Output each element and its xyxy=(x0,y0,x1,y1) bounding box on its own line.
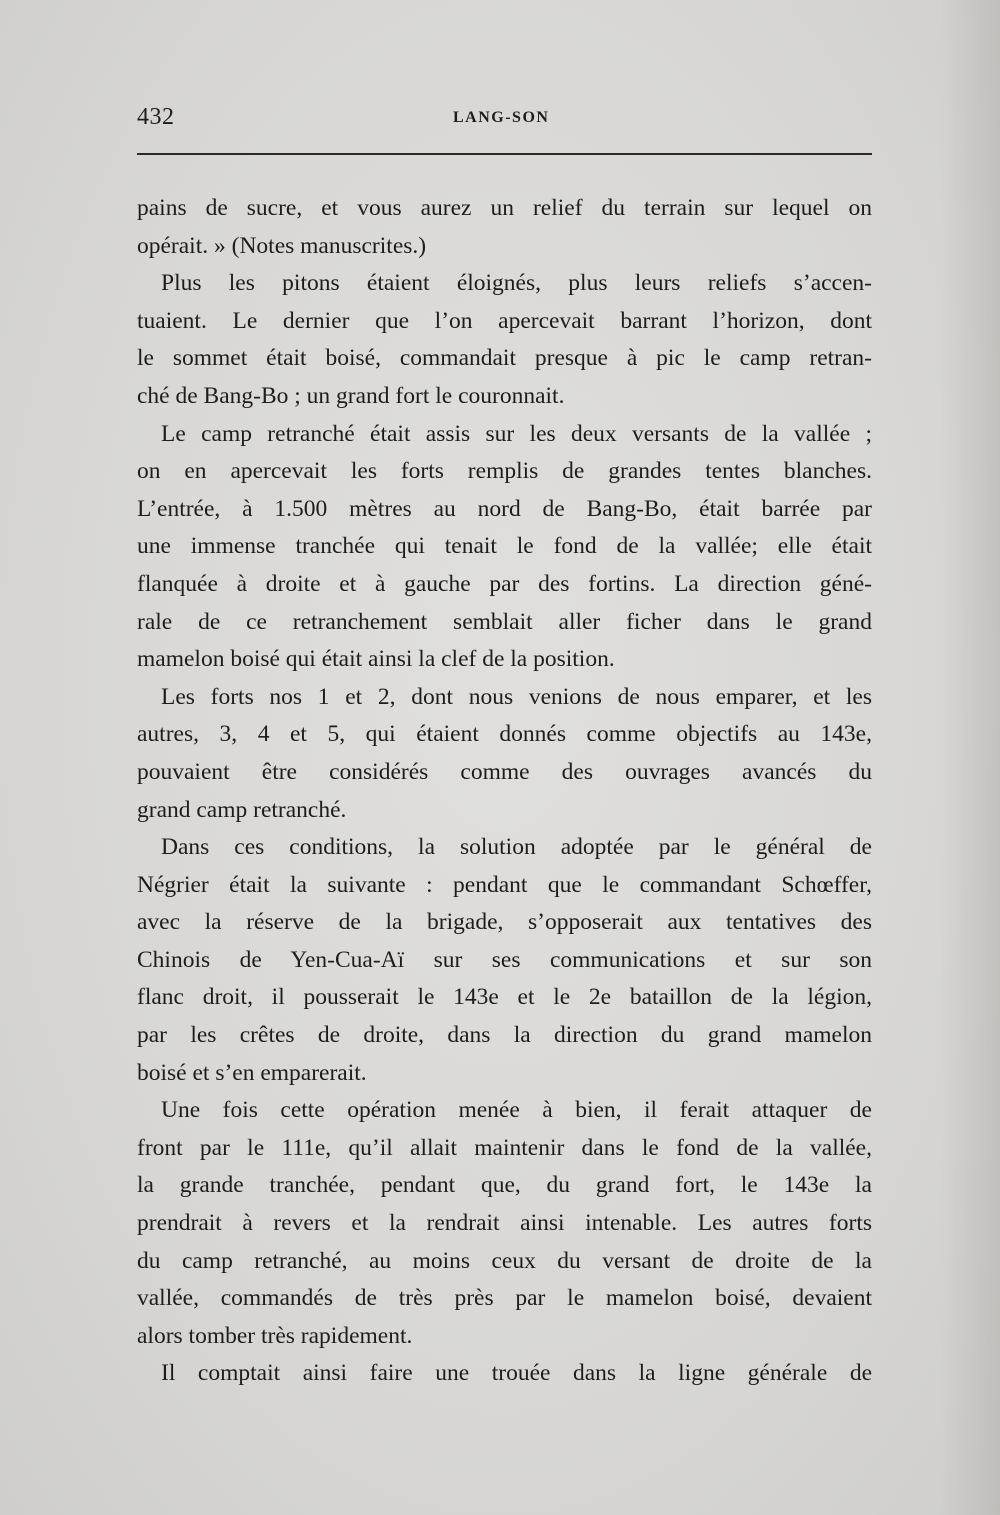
body-text xyxy=(137,190,872,1393)
text-line: Dans ces conditions, la solution adoptée par le général de xyxy=(161,834,872,861)
text-line: Plus les pitons étaient éloignés, plus leurs reliefs s’accen- xyxy=(161,270,872,297)
text-line: par les crêtes de droite, dans la direction du grand mamelon xyxy=(137,1022,872,1049)
text-line: front par le 111e, qu’il allait maintenir dans le fond de la vallée, xyxy=(137,1134,872,1161)
text-line: flanquée à droite et à gauche par des fortins. La direction géné- xyxy=(137,570,872,597)
text-line: prendrait à revers et la rendrait ainsi intenable. Les autres forts xyxy=(137,1210,872,1237)
text-line: du camp retranché, au moins ceux du versant de droite de la xyxy=(137,1247,872,1274)
text-line: une immense tranchée qui tenait le fond de la vallée; elle était xyxy=(137,533,872,560)
text-line: grand camp retranché. xyxy=(137,796,347,823)
text-line: on en apercevait les forts remplis de grandes tentes blanches. xyxy=(137,458,872,485)
text-line: Chinois de Yen-Cua-Aï sur ses communications et sur son xyxy=(137,946,872,973)
text-line: Il comptait ainsi faire une trouée dans la ligne générale de xyxy=(161,1360,872,1387)
text-line: avec la réserve de la brigade, s’opposerait aux tentatives des xyxy=(137,909,872,936)
page-number: 432 xyxy=(137,104,175,130)
text-line: alors tomber très rapidement. xyxy=(137,1322,413,1349)
text-line: pouvaient être considérés comme des ouvrages avancés du xyxy=(137,758,872,785)
text-line: flanc droit, il pousserait le 143e et le 2e bataillon de la légion, xyxy=(137,984,872,1011)
text-line: Négrier était la suivante : pendant que le commandant Schœffer, xyxy=(137,871,872,898)
running-title: LANG-SON xyxy=(453,109,550,126)
text-line: mamelon boisé qui était ainsi la clef de la position. xyxy=(137,646,615,673)
text-line: Une fois cette opération menée à bien, il ferait attaquer de xyxy=(161,1097,872,1124)
text-line: rale de ce retranchement semblait aller ficher dans le grand xyxy=(137,608,872,635)
text-line: opérait. » (Notes manuscrites.) xyxy=(137,232,427,259)
header-rule xyxy=(137,153,872,155)
page-header xyxy=(137,100,872,144)
text-line: autres, 3, 4 et 5, qui étaient donnés comme objectifs au 143e, xyxy=(137,721,872,748)
text-line: Le camp retranché était assis sur les deux versants de la vallée ; xyxy=(161,420,872,447)
text-line: pains de sucre, et vous aurez un relief du terrain sur lequel on xyxy=(137,195,872,221)
text-line: tuaient. Le dernier que l’on apercevait barrant l’horizon, dont xyxy=(137,307,872,334)
text-line: le sommet était boisé, commandait presque à pic le camp retran- xyxy=(137,345,872,372)
text-line: boisé et s’en emparerait. xyxy=(137,1059,367,1086)
text-line: la grande tranchée, pendant que, du grand fort, le 143e la xyxy=(137,1172,872,1199)
text-line: L’entrée, à 1.500 mètres au nord de Bang-Bo, était barrée par xyxy=(137,495,872,522)
text-line: ché de Bang-Bo ; un grand fort le couronnait. xyxy=(137,382,565,409)
text-line: vallée, commandés de très près par le mamelon boisé, devaient xyxy=(137,1285,872,1312)
text-line: Les forts nos 1 et 2, dont nous venions de nous emparer, et les xyxy=(161,683,872,710)
